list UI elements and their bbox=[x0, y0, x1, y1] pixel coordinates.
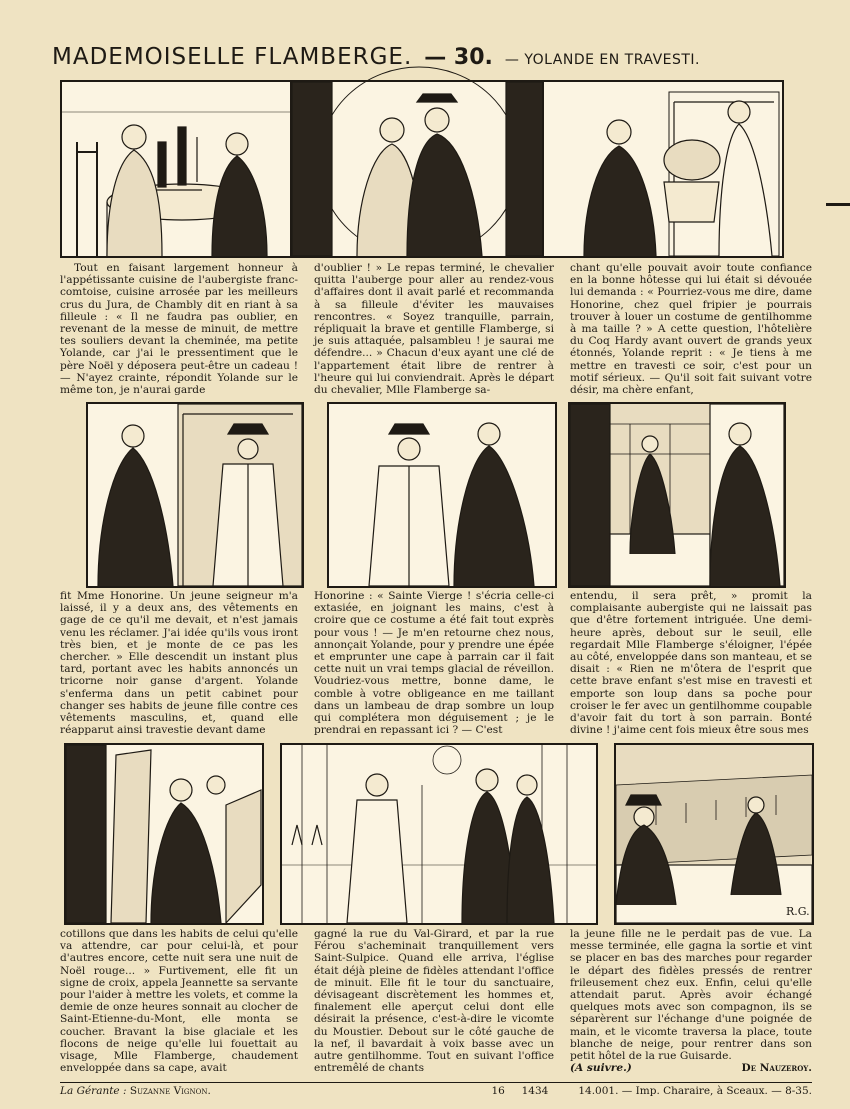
dinner-illustration bbox=[62, 82, 294, 256]
panel-1-dinner bbox=[60, 80, 296, 258]
shutters-illustration bbox=[66, 745, 262, 923]
episode-number: — 30. bbox=[424, 45, 493, 70]
text-row1-col3 bbox=[570, 262, 812, 397]
panel-5-travesti bbox=[327, 402, 557, 588]
paragraph: cotillons que dans les habits de celui qu'elle va attendre, car pour celui-là, et pour d'autres encore, cette nuit sera une nuit de Noël rouge... » Furtivement, elle fit un signe de croix, appela Jeannette sa servante pour l'aider à mettre les volets, et comme la demie de onze heures sonnait au clocher de Saint-Etienne-du-Mont, elle monta se coucher. Bravant la bise glaciale et les flocons de neige qu'elle lui fouettait au visage, Mlle Flamberge, chaudement enveloppée dans sa cape, avait bbox=[60, 928, 298, 1075]
paragraph: fit Mme Honorine. Un jeune seigneur m'a laissé, il y a deux ans, des vêtements en gage de ce qu'il me devait, et n'est jamais venu les réclamer. J'ai idée qu'ils vous iront très bien, et je monte de ce pas les chercher. » Elle descendit un instant plus tard, portant avec les habits annoncés un tricorne noir ganse d'argent. Yolande s'enferma dans un petit cabinet pour changer ses habits de jeune fille contre ces vêtements masculins, et, quand elle réapparut ainsi travestie devant dame bbox=[60, 590, 298, 737]
code-2: 1434 bbox=[521, 1085, 549, 1097]
paragraph: gagné la rue du Val-Girard, et par la rue Férou s'acheminait tranquillement vers Saint-Sulpice. Quand elle arriva, l'église était déjà pleine de fidèles attendant l'office de minuit. Elle fit le tour du sanctuaire, dévisageant discrètement les hommes et, finalement elle aperçut celui dont elle désirait la présence, c'est-à-dire le vicomte du Moustier. Debout sur le côté gauche de la nef, il bavardait à voix basse avec un autre gentilhomme. Tout en suivant l'office entremêlé de chants bbox=[314, 928, 554, 1075]
church-illustration bbox=[282, 745, 596, 923]
panel-7-shutters bbox=[64, 743, 264, 925]
imprint: — Imp. Charaire, à Sceaux. — 8-35. bbox=[621, 1085, 812, 1097]
panel-2-cape bbox=[290, 80, 548, 258]
code-1: 16 bbox=[491, 1085, 505, 1097]
snow-square-illustration bbox=[616, 745, 812, 923]
code-3: 14.001. bbox=[578, 1085, 619, 1097]
paragraph: entendu, il sera prêt, » promit la complaisante aubergiste qui ne laissait pas que d'être fortement intriguée. Une demi-heure après, debout sur le seuil, elle regardait Mlle Flamberge s'éloigner, l'épée au côté, enveloppée dans son manteau, et se disait : « Rien ne m'ôtera de l'esprit que cette brave enfant s'est mise en travesti et emporte son loup dans sa poche pour croiser le fer avec un gentilhomme coupable d'avoir fait du tort à son parrain. Bonté divine ! j'aime cent fois mieux être sous mes bbox=[570, 590, 812, 737]
artist-signature: R.G. bbox=[786, 905, 810, 918]
print-codes bbox=[492, 1085, 813, 1101]
panel-3-basket bbox=[542, 80, 784, 258]
series-title: MADEMOISELLE FLAMBERGE. bbox=[52, 44, 413, 70]
clothes-illustration bbox=[88, 404, 302, 586]
episode-subtitle: — YOLANDE EN TRAVESTI. bbox=[504, 52, 701, 68]
text-row2-col3 bbox=[570, 590, 812, 737]
paragraph: d'oublier ! » Le repas terminé, le chevalier quitta l'auberge pour aller au rendez-vous d'affaires dont il avait parlé et recommanda à sa filleule d'éviter les mauvaises rencontres. « Soyez tranquille, parrain, répliquait la brave et gentille Flamberge, si je suis attaquée, palsambleu ! je saurai me défendre... » Chacun d'eux ayant une clé de l'appartement était libre de rentrer à l'heure qui lui conviendrait. Après le départ du chevalier, Mlle Flamberge sa- bbox=[314, 262, 554, 397]
text-row2-col2 bbox=[314, 590, 554, 737]
edge-mark bbox=[826, 203, 850, 206]
page-footer bbox=[60, 1082, 812, 1101]
panel-8-church bbox=[280, 743, 598, 925]
paragraph: la jeune fille ne le perdait pas de vue. La messe terminée, elle gagna la sortie et vint se placer en bas des marches pour regarder le départ des fidèles pressés de rentrer frileusement chez eux. Enfin, celui qu'elle attendait parut. Après avoir échangé quelques mots avec son compagnon, ils se séparèrent sur l'échange d'une poignée de main, et le vicomte traversa la place, toute blanche de neige, pour rentrer dans son petit hôtel de la rue Guisarde. bbox=[570, 928, 812, 1063]
departure-illustration bbox=[570, 404, 784, 586]
text-row3-col2 bbox=[314, 928, 554, 1076]
page-header bbox=[52, 44, 814, 74]
panel-4-clothes bbox=[86, 402, 304, 588]
panel-6-departure bbox=[568, 402, 786, 588]
gerante-credit bbox=[60, 1085, 211, 1101]
text-row3-col1 bbox=[60, 928, 298, 1076]
text-row2-col1 bbox=[60, 590, 298, 737]
paragraph: Honorine : « Sainte Vierge ! s'écria celle-ci extasiée, en joignant les mains, c'est à croire que ce costume a été fait tout exprès pour vous ! — Je m'en retourne chez nous, annonçait Yolande, pour y prendre une épée et emprunter une cape à parrain car il fait cette nuit un vrai temps glacial de réveillon. Voudriez-vous mettre, bonne dame, le comble à votre obligeance en me taillant dans un lambeau de drap sombre un loup qui complétera mon déguisement ; je le prendrai en repassant ici ? — C'est bbox=[314, 590, 554, 737]
gerante-label: La Gérante : bbox=[60, 1085, 127, 1097]
text-row3-col3 bbox=[570, 928, 812, 1076]
basket-illustration bbox=[544, 82, 782, 256]
cape-illustration bbox=[292, 82, 546, 256]
paragraph: chant qu'elle pouvait avoir toute confiance en la bonne hôtesse qui lui était si dévouée lui demanda : « Pourriez-vous me dire, dame Honorine, chez quel fripier je pourrais trouver à louer un costume de gentilhomme à ma taille ? » A cette question, l'hôtelière du Coq Hardy avant ouvert de grands yeux étonnés, Yolande reprit : « Je tiens à me mettre en travesti ce soir, c'est pour un motif sérieux. — Qu'il soit fait suivant votre désir, ma chère enfant, bbox=[570, 262, 812, 397]
panel-9-snow-square bbox=[614, 743, 814, 925]
paragraph: Tout en faisant largement honneur à l'appétissante cuisine de l'aubergiste franc-comtoise, cuisine arrosée par les meilleurs crus du Jura, de Chambly dit en riant à sa filleule : « Il ne faudra pas oublier, en revenant de la messe de minuit, de mettre tes souliers devant la cheminée, ma petite Yolande, car j'ai le pressentiment que le père Noël y déposera peut-être un cadeau ! — N'ayez crainte, répondit Yolande sur le même ton, je n'aurai garde bbox=[60, 262, 298, 397]
text-row1-col1 bbox=[60, 262, 298, 397]
travesti-illustration bbox=[329, 404, 555, 586]
author-name: De Nauzeroy. bbox=[741, 1062, 812, 1075]
closing-line bbox=[570, 1062, 812, 1074]
text-row1-col2 bbox=[314, 262, 554, 397]
to-be-continued: (A suivre.) bbox=[570, 1062, 632, 1075]
gerante-name: Suzanne Vignon. bbox=[129, 1085, 211, 1097]
